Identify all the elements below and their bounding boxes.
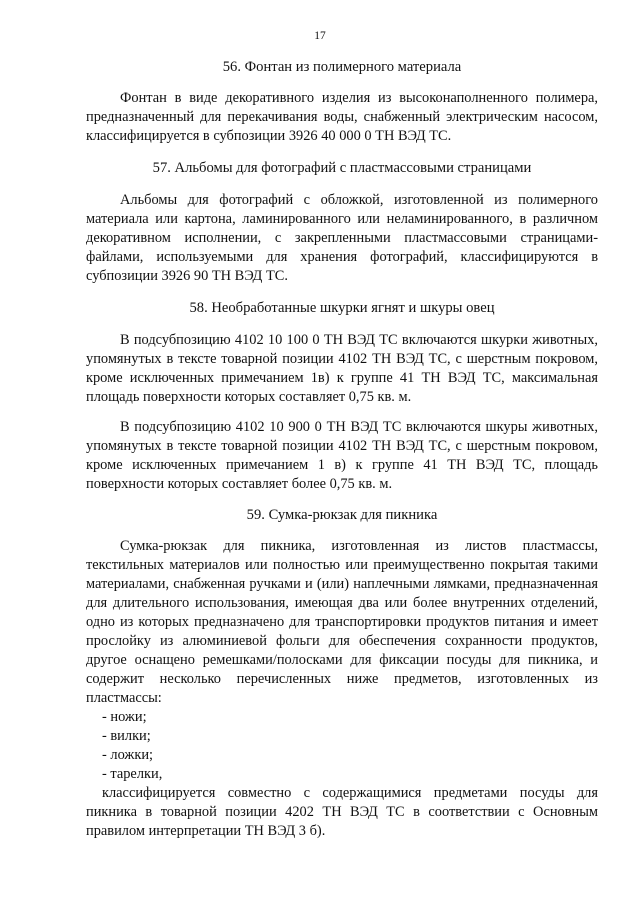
picnic-items-list	[86, 708, 598, 784]
document-body	[86, 58, 598, 841]
section-56-title: 56. Фонтан из полимерного материала	[222, 59, 462, 75]
section-59-paragraph: Сумка-рюкзак для пикника, изготовленная из листов пластмассы, текстильных материалов или полностью или преимущественно покрытая такими материалами, снабженная ручками и (или) наплечными лямками, предназначенная для длительного использования, имеющая два или более внутренних отделений, одно из которых предназначено для транспортировки продуктов питания и имеет прослойку из алюминиевой фольги для обеспечения сохранности продуктов, другое оснащено ремешками/полосками для фиксации посуды для пикника, и содержит несколько перечисленных ниже предметов, изготовленных из пластмассы:	[86, 538, 598, 706]
section-59	[86, 506, 598, 841]
section-57-paragraph: Альбомы для фотографий с обложкой, изготовленной из полимерного материала или картона, ламинированного или неламинированного, в различном декоративном исполнении, с закрепленными пластмассовыми страницами-файлами, используемыми для хранения фотографий, классифицируются в субпозиции 3926 90 ТН ВЭД ТС.	[86, 192, 598, 284]
section-57-title: 57. Альбомы для фотографий с пластмассовыми страницами	[152, 160, 532, 176]
section-58-title: 58. Необработанные шкурки ягнят и шкуры овец	[189, 300, 495, 316]
section-57	[86, 159, 598, 286]
list-item: - тарелки,	[102, 766, 163, 782]
list-item: - ножи;	[102, 709, 147, 725]
section-56	[86, 58, 598, 146]
list-item: - ложки;	[102, 747, 154, 763]
page-number: 17	[314, 30, 326, 42]
section-56-paragraph: Фонтан в виде декоративного изделия из высоконаполненного полимера, предназначенный для перекачивания воды, снабженный электрическим насосом, классифицируется в субпозиции 3926 40 000 0 ТН ВЭД ТС.	[86, 90, 598, 144]
section-58-paragraph-1: В подсубпозицию 4102 10 100 0 ТН ВЭД ТС включаются шкурки животных, упомянутых в тексте товарной позиции 4102 ТН ВЭД ТС, с шерстным покровом, кроме исключенных примечанием 1в) к группе 41 ТН ВЭД ТС, максимальная площадь поверхности которых составляет 0,75 кв. м.	[86, 332, 598, 405]
section-58	[86, 299, 598, 494]
section-59-conclusion: классифицируется совместно с содержащимися предметами посуды для пикника в товарной позиции 4202 ТН ВЭД ТС в соответствии с Основным правилом интерпретации ТН ВЭД 3 б).	[86, 785, 598, 839]
section-58-paragraph-2: В подсубпозицию 4102 10 900 0 ТН ВЭД ТС включаются шкуры животных, упомянутых в тексте товарной позиции 4102 ТН ВЭД ТС, с шерстным покровом, кроме исключенных примечанием 1 в) к группе 41 ТН ВЭД ТС, площадь поверхности которых составляет более 0,75 кв. м.	[86, 419, 598, 492]
list-item: - вилки;	[102, 728, 151, 744]
section-59-title: 59. Сумка-рюкзак для пикника	[246, 507, 438, 523]
